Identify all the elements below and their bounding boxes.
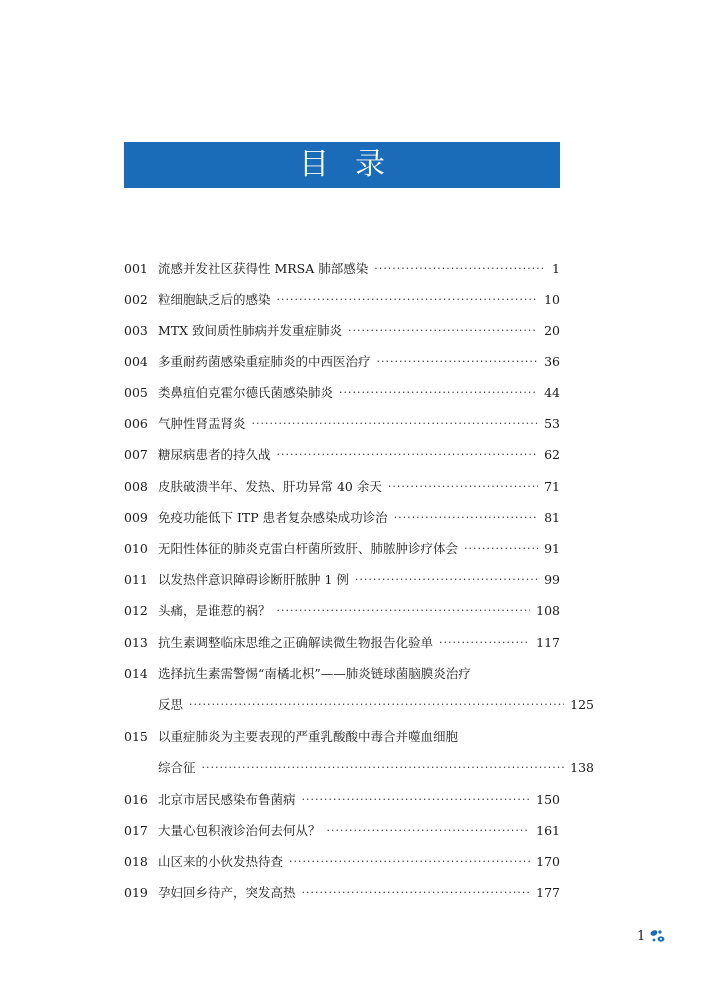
entry-title: 流感并发社区获得性 MRSA 肺部感染 bbox=[158, 261, 369, 276]
entry-title: 气肿性肾盂肾炎 bbox=[158, 416, 246, 431]
entry-page: 108 bbox=[536, 602, 560, 618]
entry-number: 011 bbox=[124, 571, 148, 587]
toc-entry[interactable] bbox=[124, 882, 560, 902]
entry-number: 005 bbox=[124, 384, 148, 400]
entry-title: 糖尿病患者的持久战 bbox=[158, 447, 271, 462]
entry-page: 170 bbox=[536, 853, 560, 869]
entry-number: 008 bbox=[124, 478, 148, 494]
leader-dots bbox=[464, 542, 538, 555]
entry-number: 004 bbox=[124, 353, 148, 369]
leader-dots bbox=[377, 355, 539, 368]
entry-number: 018 bbox=[124, 853, 148, 869]
entry-title: 无阳性体征的肺炎克雷白杆菌所致肝、肺脓肿诊疗体会 bbox=[158, 541, 459, 556]
toc-entry[interactable] bbox=[124, 569, 560, 589]
entry-page: 10 bbox=[544, 291, 560, 307]
entry-number: 013 bbox=[124, 634, 148, 650]
page-footer bbox=[637, 926, 667, 946]
entry-number: 014 bbox=[124, 665, 148, 681]
entry-title: 头痛，是谁惹的祸？ bbox=[158, 603, 271, 618]
entry-number: 007 bbox=[124, 446, 148, 462]
bacteria-icon bbox=[649, 928, 667, 944]
toc-entry[interactable] bbox=[124, 444, 560, 464]
entry-number: 009 bbox=[124, 509, 148, 525]
entry-number: 003 bbox=[124, 322, 148, 338]
entry-title-cont: 反思 bbox=[158, 697, 184, 712]
entry-title: 北京市居民感染布鲁菌病 bbox=[158, 792, 296, 807]
leader-dots bbox=[302, 886, 531, 899]
leader-dots bbox=[439, 636, 530, 649]
toc-entry[interactable] bbox=[124, 789, 560, 809]
leader-dots bbox=[189, 698, 564, 711]
leader-dots bbox=[289, 855, 530, 868]
entry-page: 99 bbox=[544, 571, 560, 587]
entry-number: 006 bbox=[124, 415, 148, 431]
entry-title: 皮肤破溃半年、发热、肝功异常 40 余天 bbox=[158, 479, 382, 494]
entry-page: 161 bbox=[536, 822, 560, 838]
entry-title: 选择抗生素需警惕“南橘北枳”——肺炎链球菌脑膜炎治疗 bbox=[158, 666, 471, 681]
toc-entry[interactable] bbox=[124, 851, 560, 871]
entry-page: 53 bbox=[544, 415, 560, 431]
leader-dots bbox=[277, 604, 531, 617]
leader-dots bbox=[327, 824, 531, 837]
entry-title: 抗生素调整临床思维之正确解读微生物报告化验单 bbox=[158, 635, 434, 650]
toc-entry[interactable] bbox=[124, 289, 560, 309]
entry-title: 以发热伴意识障碍诊断肝脓肿 1 例 bbox=[158, 572, 349, 587]
entry-page: 36 bbox=[544, 353, 560, 369]
entry-page: 125 bbox=[570, 696, 594, 712]
toc-entry[interactable] bbox=[124, 413, 560, 433]
toc-entry[interactable] bbox=[124, 726, 560, 746]
entry-number: 010 bbox=[124, 540, 148, 556]
leader-dots bbox=[277, 293, 539, 306]
entry-title: 免疫功能低下 ITP 患者复杂感染成功诊治 bbox=[158, 510, 388, 525]
entry-title: 山区来的小伙发热待查 bbox=[158, 854, 284, 869]
leader-dots bbox=[339, 386, 538, 399]
entry-page: 1 bbox=[552, 260, 560, 276]
entry-number: 019 bbox=[124, 884, 148, 900]
entry-title-cont: 综合征 bbox=[158, 760, 196, 775]
title-banner bbox=[124, 142, 560, 188]
leader-dots bbox=[394, 511, 538, 524]
entry-title: 类鼻疽伯克霍尔德氏菌感染肺炎 bbox=[158, 385, 334, 400]
leader-dots bbox=[374, 262, 546, 275]
entry-page: 150 bbox=[536, 791, 560, 807]
leader-dots bbox=[277, 448, 539, 461]
entry-number: 002 bbox=[124, 291, 148, 307]
entry-page: 44 bbox=[544, 384, 560, 400]
page-title: 目录 bbox=[299, 147, 411, 182]
toc-entry[interactable] bbox=[124, 538, 560, 558]
entry-page: 62 bbox=[544, 446, 560, 462]
entry-title: 以重症肺炎为主要表现的严重乳酸酸中毒合并噬血细胞 bbox=[158, 729, 459, 744]
entry-number: 015 bbox=[124, 728, 148, 744]
entry-page: 20 bbox=[544, 322, 560, 338]
leader-dots bbox=[302, 793, 531, 806]
entry-page: 71 bbox=[544, 478, 560, 494]
entry-page: 138 bbox=[570, 759, 594, 775]
entry-number: 016 bbox=[124, 791, 148, 807]
entry-title: 多重耐药菌感染重症肺炎的中西医治疗 bbox=[158, 354, 371, 369]
entry-number: 001 bbox=[124, 260, 148, 276]
leader-dots bbox=[348, 324, 538, 337]
page-number: 1 bbox=[637, 928, 646, 944]
toc-entry[interactable] bbox=[124, 351, 560, 371]
entry-page: 117 bbox=[536, 634, 560, 650]
leader-dots bbox=[388, 480, 538, 493]
entry-title: 孕妇回乡待产，突发高热 bbox=[158, 885, 296, 900]
entry-number: 012 bbox=[124, 602, 148, 618]
toc-entry[interactable] bbox=[124, 663, 560, 683]
toc-entry[interactable] bbox=[124, 258, 560, 278]
leader-dots bbox=[355, 573, 538, 586]
toc-entry-continuation[interactable] bbox=[124, 757, 594, 777]
toc-entry[interactable] bbox=[124, 476, 560, 496]
toc-entry[interactable] bbox=[124, 507, 560, 527]
entry-page: 91 bbox=[544, 540, 560, 556]
entry-title: MTX 致间质性肺病并发重症肺炎 bbox=[158, 323, 343, 338]
toc-entry-continuation[interactable] bbox=[124, 694, 594, 714]
entry-number: 017 bbox=[124, 822, 148, 838]
entry-title: 粒细胞缺乏后的感染 bbox=[158, 292, 271, 307]
entry-page: 81 bbox=[544, 509, 560, 525]
toc-entry[interactable] bbox=[124, 382, 560, 402]
leader-dots bbox=[202, 761, 565, 774]
toc-entry[interactable] bbox=[124, 632, 560, 652]
toc-entry[interactable] bbox=[124, 320, 560, 340]
toc-entry[interactable] bbox=[124, 600, 560, 620]
toc-entry[interactable] bbox=[124, 820, 560, 840]
entry-page: 177 bbox=[536, 884, 560, 900]
leader-dots bbox=[252, 417, 539, 430]
entry-title: 大量心包积液诊治何去何从？ bbox=[158, 823, 321, 838]
